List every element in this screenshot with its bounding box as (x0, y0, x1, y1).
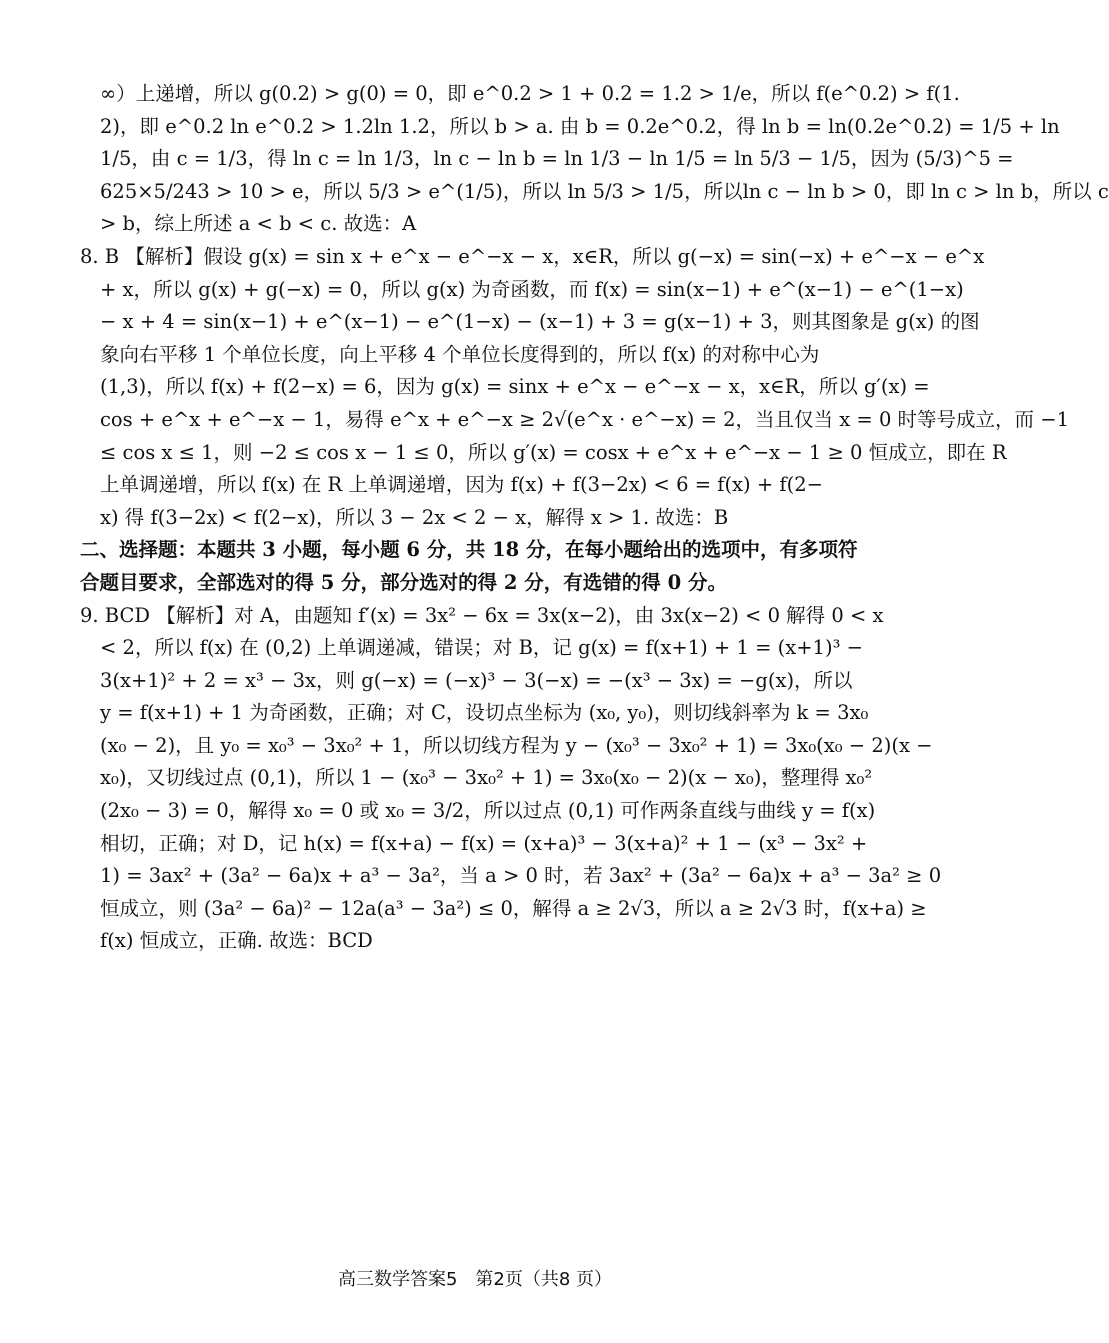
text-line: (x₀ − 2)，且 y₀ = x₀³ − 3x₀² + 1，所以切线方程为 y − (x₀³ − 3x₀² + 1) = 3x₀(x₀ − 2)(x − (100, 733, 933, 757)
text-line: 象向右平移 1 个单位长度，向上平移 4 个单位长度得到的，所以 f(x) 的对称中心为 (100, 342, 820, 366)
text-line: x) 得 f(3−2x) < f(2−x)，所以 3 − 2x < 2 − x，解得 x > 1. 故选：B (100, 505, 729, 529)
text-line: 1) = 3ax² + (3a² − 6a)x + a³ − 3a²，当 a > 0 时，若 3ax² + (3a² − 6a)x + a³ − 3a² ≥ 0 (100, 864, 942, 888)
text-line: 上单调递增，所以 f(x) 在 R 上单调递增，因为 f(x) + f(3−2x) < 6 = f(x) + f(2− (100, 473, 823, 497)
text-line: − x + 4 = sin(x−1) + e^(x−1) − e^(1−x) − (x−1) + 3 = g(x−1) + 3，则其图象是 g(x) 的图 (100, 310, 980, 334)
section-heading: 合题目要求，全部选对的得 5 分，部分选对的得 2 分，有选错的得 0 分。 (80, 570, 727, 594)
section-heading: 二、选择题：本题共 3 小题，每小题 6 分，共 18 分，在每小题给出的选项中，有多项符 (80, 538, 858, 562)
text-line: 2)，即 e^0.2 ln e^0.2 > 1.2ln 1.2，所以 b > a. 由 b = 0.2e^0.2，得 ln b = ln(0.2e^0.2) = 1/5 + ln (100, 114, 1060, 138)
text-line: y = f(x+1) + 1 为奇函数，正确；对 C，设切点坐标为 (x₀, y₀)，则切线斜率为 k = 3x₀ (100, 701, 869, 725)
text-line: 625×5/243 > 10 > e，所以 5/3 > e^(1/5)，所以 ln 5/3 > 1/5，所以ln c − ln b > 0，即 ln c > ln b，所以 c (100, 179, 1109, 203)
text-line: 3(x+1)² + 2 = x³ − 3x，则 g(−x) = (−x)³ − 3(−x) = −(x³ − 3x) = −g(x)，所以 (100, 668, 853, 692)
text-line: (2x₀ − 3) = 0，解得 x₀ = 0 或 x₀ = 3/2，所以过点 (0,1) 可作两条直线与曲线 y = f(x) (100, 799, 876, 823)
text-line: 9. BCD 【解析】对 A，由题知 f′(x) = 3x² − 6x = 3x(x−2)，由 3x(x−2) < 0 解得 0 < x (80, 603, 884, 627)
text-line: f(x) 恒成立，正确. 故选：BCD (100, 929, 373, 953)
text-line: 相切，正确；对 D，记 h(x) = f(x+a) − f(x) = (x+a)³ − 3(x+a)² + 1 − (x³ − 3x² + (100, 831, 868, 855)
text-line: ≤ cos x ≤ 1，则 −2 ≤ cos x − 1 ≤ 0，所以 g′(x) = cosx + e^x + e^−x − 1 ≥ 0 恒成立，即在 R (100, 440, 1007, 464)
text-line: ∞）上递增，所以 g(0.2) > g(0) = 0，即 e^0.2 > 1 + 0.2 = 1.2 > 1/e，所以 f(e^0.2) > f(1. (100, 82, 960, 105)
text-line: x₀)，又切线过点 (0,1)，所以 1 − (x₀³ − 3x₀² + 1) = 3x₀(x₀ − 2)(x − x₀)，整理得 x₀² (100, 766, 873, 790)
text-line: 8. B 【解析】假设 g(x) = sin x + e^x − e^−x − x，x∈R，所以 g(−x) = sin(−x) + e^−x − e^x (80, 244, 985, 268)
text-line: cos + e^x + e^−x − 1，易得 e^x + e^−x ≥ 2√(e^x · e^−x) = 2，当且仅当 x = 0 时等号成立，而 −1 (100, 407, 1069, 431)
text-line: + x，所以 g(x) + g(−x) = 0，所以 g(x) 为奇函数，而 f(x) = sin(x−1) + e^(x−1) − e^(1−x) (100, 277, 964, 301)
text-line: 1/5，由 c = 1/3，得 ln c = ln 1/3，ln c − ln b = ln 1/3 − ln 1/5 = ln 5/3 − 1/5，因为 (5/3)^5 = (100, 147, 1014, 171)
text-line: > b，综上所述 a < b < c. 故选：A (100, 212, 417, 236)
page-footer: 高三数学答案5 第2页（共8 页） (337, 1269, 613, 1290)
text-line: (1,3)，所以 f(x) + f(2−x) = 6，因为 g(x) = sinx + e^x − e^−x − x，x∈R，所以 g′(x) = (100, 375, 930, 399)
text-line: < 2，所以 f(x) 在 (0,2) 上单调递减，错误；对 B，记 g(x) = f(x+1) + 1 = (x+1)³ − (100, 636, 863, 660)
text-line: 恒成立，则 (3a² − 6a)² − 12a(a³ − 3a²) ≤ 0，解得 a ≥ 2√3，所以 a ≥ 2√3 时，f(x+a) ≥ (100, 896, 927, 920)
